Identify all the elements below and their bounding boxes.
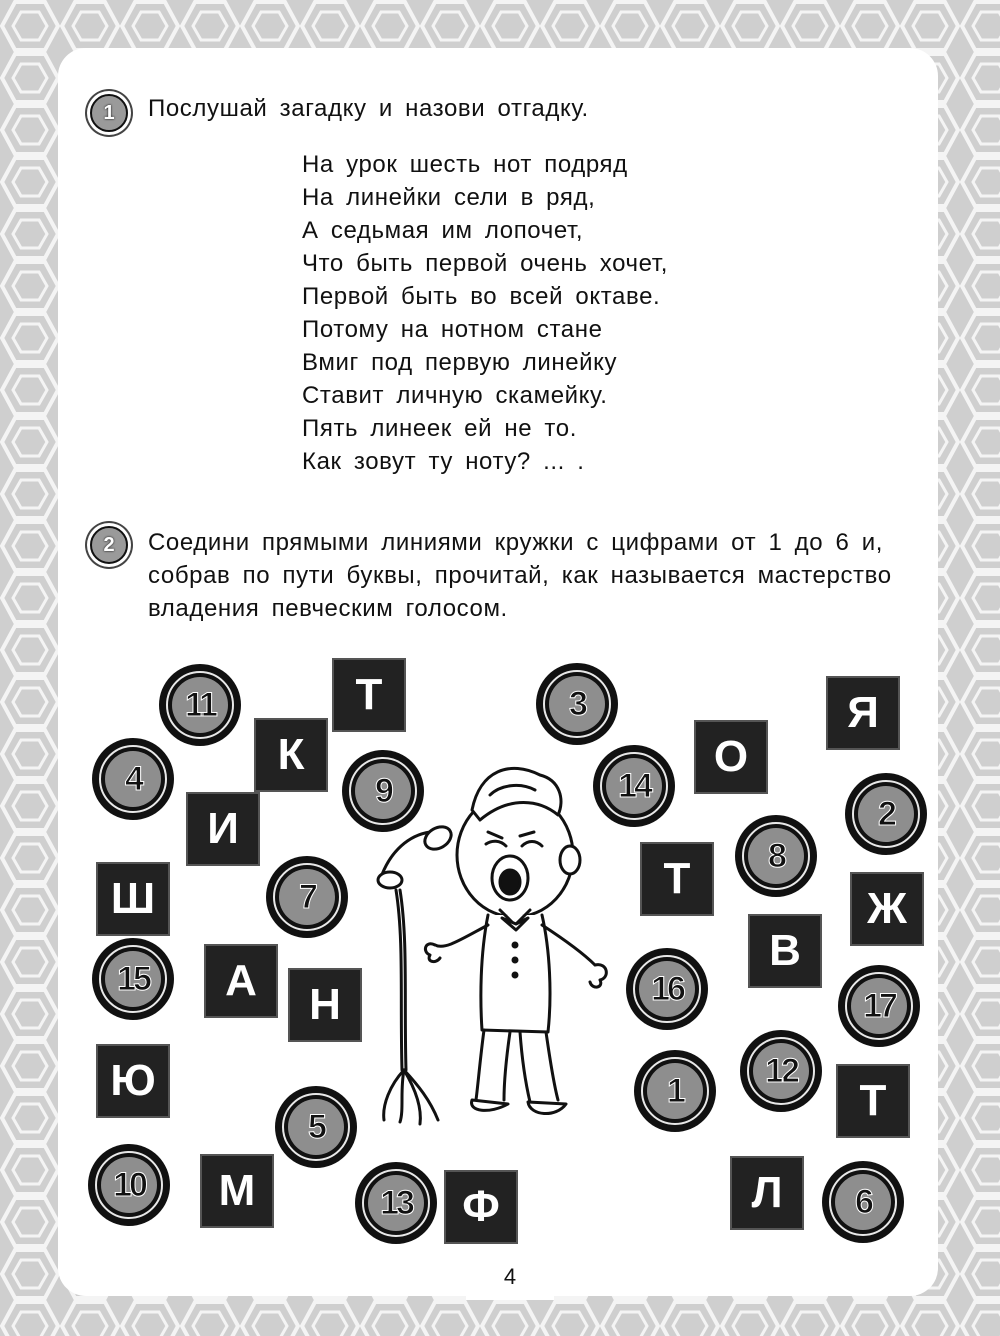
page-number: 4	[503, 1264, 517, 1289]
letter-tile[interactable]: Ю	[98, 1046, 168, 1116]
poem-line: Первой быть во всей октаве.	[302, 283, 661, 310]
number-circle[interactable]	[275, 1086, 357, 1168]
number-label: 10	[101, 1157, 157, 1213]
letter-tile[interactable]: Л	[732, 1158, 802, 1228]
number-label: 7	[279, 869, 335, 925]
task-number: 1	[103, 101, 115, 124]
poem-line: А седьмая им лопочет,	[302, 217, 584, 244]
number-circle[interactable]	[536, 663, 618, 745]
poem-line: Как зовут ту ноту? ... .	[302, 448, 585, 475]
number-label: 17	[851, 978, 907, 1034]
letter-tile[interactable]: К	[256, 720, 326, 790]
singer-illustration	[360, 740, 640, 1130]
number-label: 9	[355, 763, 411, 819]
number-circle[interactable]	[822, 1161, 904, 1243]
number-label: 3	[549, 676, 605, 732]
number-label: 15	[105, 951, 161, 1007]
letter-tile[interactable]: Т	[334, 660, 404, 730]
letter-tile[interactable]: А	[206, 946, 276, 1016]
number-label: 8	[748, 828, 804, 884]
poem-line: Потому на нотном стане	[302, 316, 603, 343]
number-circle[interactable]	[88, 1144, 170, 1226]
number-circle[interactable]	[159, 664, 241, 746]
instruction-line: Соедини прямыми линиями кружки с цифрами от 1 до 6 и,	[148, 529, 883, 556]
number-circle[interactable]	[634, 1050, 716, 1132]
number-circle[interactable]	[735, 815, 817, 897]
number-circle[interactable]	[266, 856, 348, 938]
number-label: 11	[172, 677, 228, 733]
number-label: 14	[606, 758, 662, 814]
letter-tile[interactable]: Т	[838, 1066, 908, 1136]
letter-tile[interactable]: Ш	[98, 864, 168, 934]
number-circle[interactable]	[355, 1162, 437, 1244]
letter-tile[interactable]: Н	[290, 970, 360, 1040]
task-number: 2	[103, 533, 115, 556]
letter-tile[interactable]: О	[696, 722, 766, 792]
number-label: 4	[105, 751, 161, 807]
task1-instruction: Послушай загадку и назови отгадку.	[148, 95, 589, 122]
number-label: 13	[368, 1175, 424, 1231]
poem-line: На урок шесть нот подряд	[302, 151, 628, 178]
letter-tile[interactable]: Я	[828, 678, 898, 748]
letter-tile[interactable]: Ж	[852, 874, 922, 944]
letter-tile[interactable]: М	[202, 1156, 272, 1226]
number-label: 16	[639, 961, 695, 1017]
number-circle[interactable]	[845, 773, 927, 855]
number-label: 5	[288, 1099, 344, 1155]
number-label: 12	[753, 1043, 809, 1099]
instruction-line: собрав по пути буквы, прочитай, как называется мастерство	[148, 562, 892, 589]
letter-tile[interactable]: В	[750, 916, 820, 986]
number-circle[interactable]	[92, 938, 174, 1020]
poem-line: Вмиг под первую линейку	[302, 349, 618, 376]
poem-line: Ставит личную скамейку.	[302, 382, 608, 409]
poem-line: Пять линеек ей не то.	[302, 415, 577, 442]
number-circle[interactable]	[740, 1030, 822, 1112]
instruction-line: владения певческим голосом.	[148, 595, 508, 622]
letter-tile[interactable]: Т	[642, 844, 712, 914]
poem-line: Что быть первой очень хочет,	[302, 250, 668, 277]
number-label: 1	[647, 1063, 703, 1119]
number-circle[interactable]	[92, 738, 174, 820]
poem-line: На линейки сели в ряд,	[302, 184, 596, 211]
number-label: 6	[835, 1174, 891, 1230]
letter-tile[interactable]: И	[188, 794, 258, 864]
number-label: 2	[858, 786, 914, 842]
number-circle[interactable]	[838, 965, 920, 1047]
letter-tile[interactable]: Ф	[446, 1172, 516, 1242]
